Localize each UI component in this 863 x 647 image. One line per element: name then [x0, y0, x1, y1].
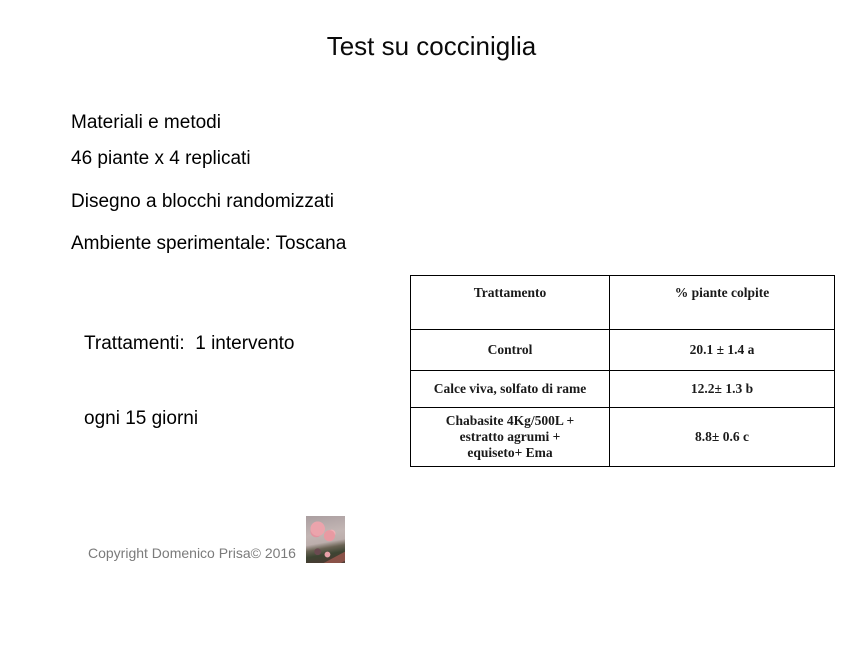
- cell-treatment-line-3: equiseto+ Ema: [467, 445, 553, 460]
- treatments-line-1: Trattamenti: 1 intervento: [84, 333, 295, 354]
- cell-treatment: [411, 408, 610, 467]
- results-table: [410, 275, 835, 467]
- cell-treatment: Calce viva, solfato di rame: [411, 371, 610, 408]
- slide-title: Test su cocciniglia: [326, 31, 537, 61]
- table-row: [411, 408, 835, 467]
- cell-value: 12.2± 1.3 b: [610, 371, 835, 408]
- table-row: [411, 330, 835, 371]
- table-header-row: [411, 276, 835, 330]
- copyright-text: Copyright Domenico Prisa© 2016: [88, 545, 296, 561]
- table-row: [411, 371, 835, 408]
- treatments-line-2: ogni 15 giorni: [84, 408, 199, 429]
- flower-photo-image: [306, 516, 345, 563]
- body-line-environment: Ambiente sperimentale: Toscana: [71, 233, 347, 254]
- cell-treatment: Control: [411, 330, 610, 371]
- cell-treatment-line-1: Chabasite 4Kg/500L +: [445, 413, 575, 428]
- body-line-plants: 46 piante x 4 replicati: [71, 148, 251, 169]
- body-line-design: Disegno a blocchi randomizzati: [71, 191, 334, 212]
- body-line-materials: Materiali e metodi: [71, 112, 221, 133]
- cell-value: 8.8± 0.6 c: [610, 408, 835, 467]
- treatments-text: [84, 281, 295, 481]
- cell-treatment-line-2: estratto agrumi +: [459, 429, 561, 444]
- header-treatment: Trattamento: [411, 276, 610, 330]
- header-value: % piante colpite: [610, 276, 835, 330]
- cell-value: 20.1 ± 1.4 a: [610, 330, 835, 371]
